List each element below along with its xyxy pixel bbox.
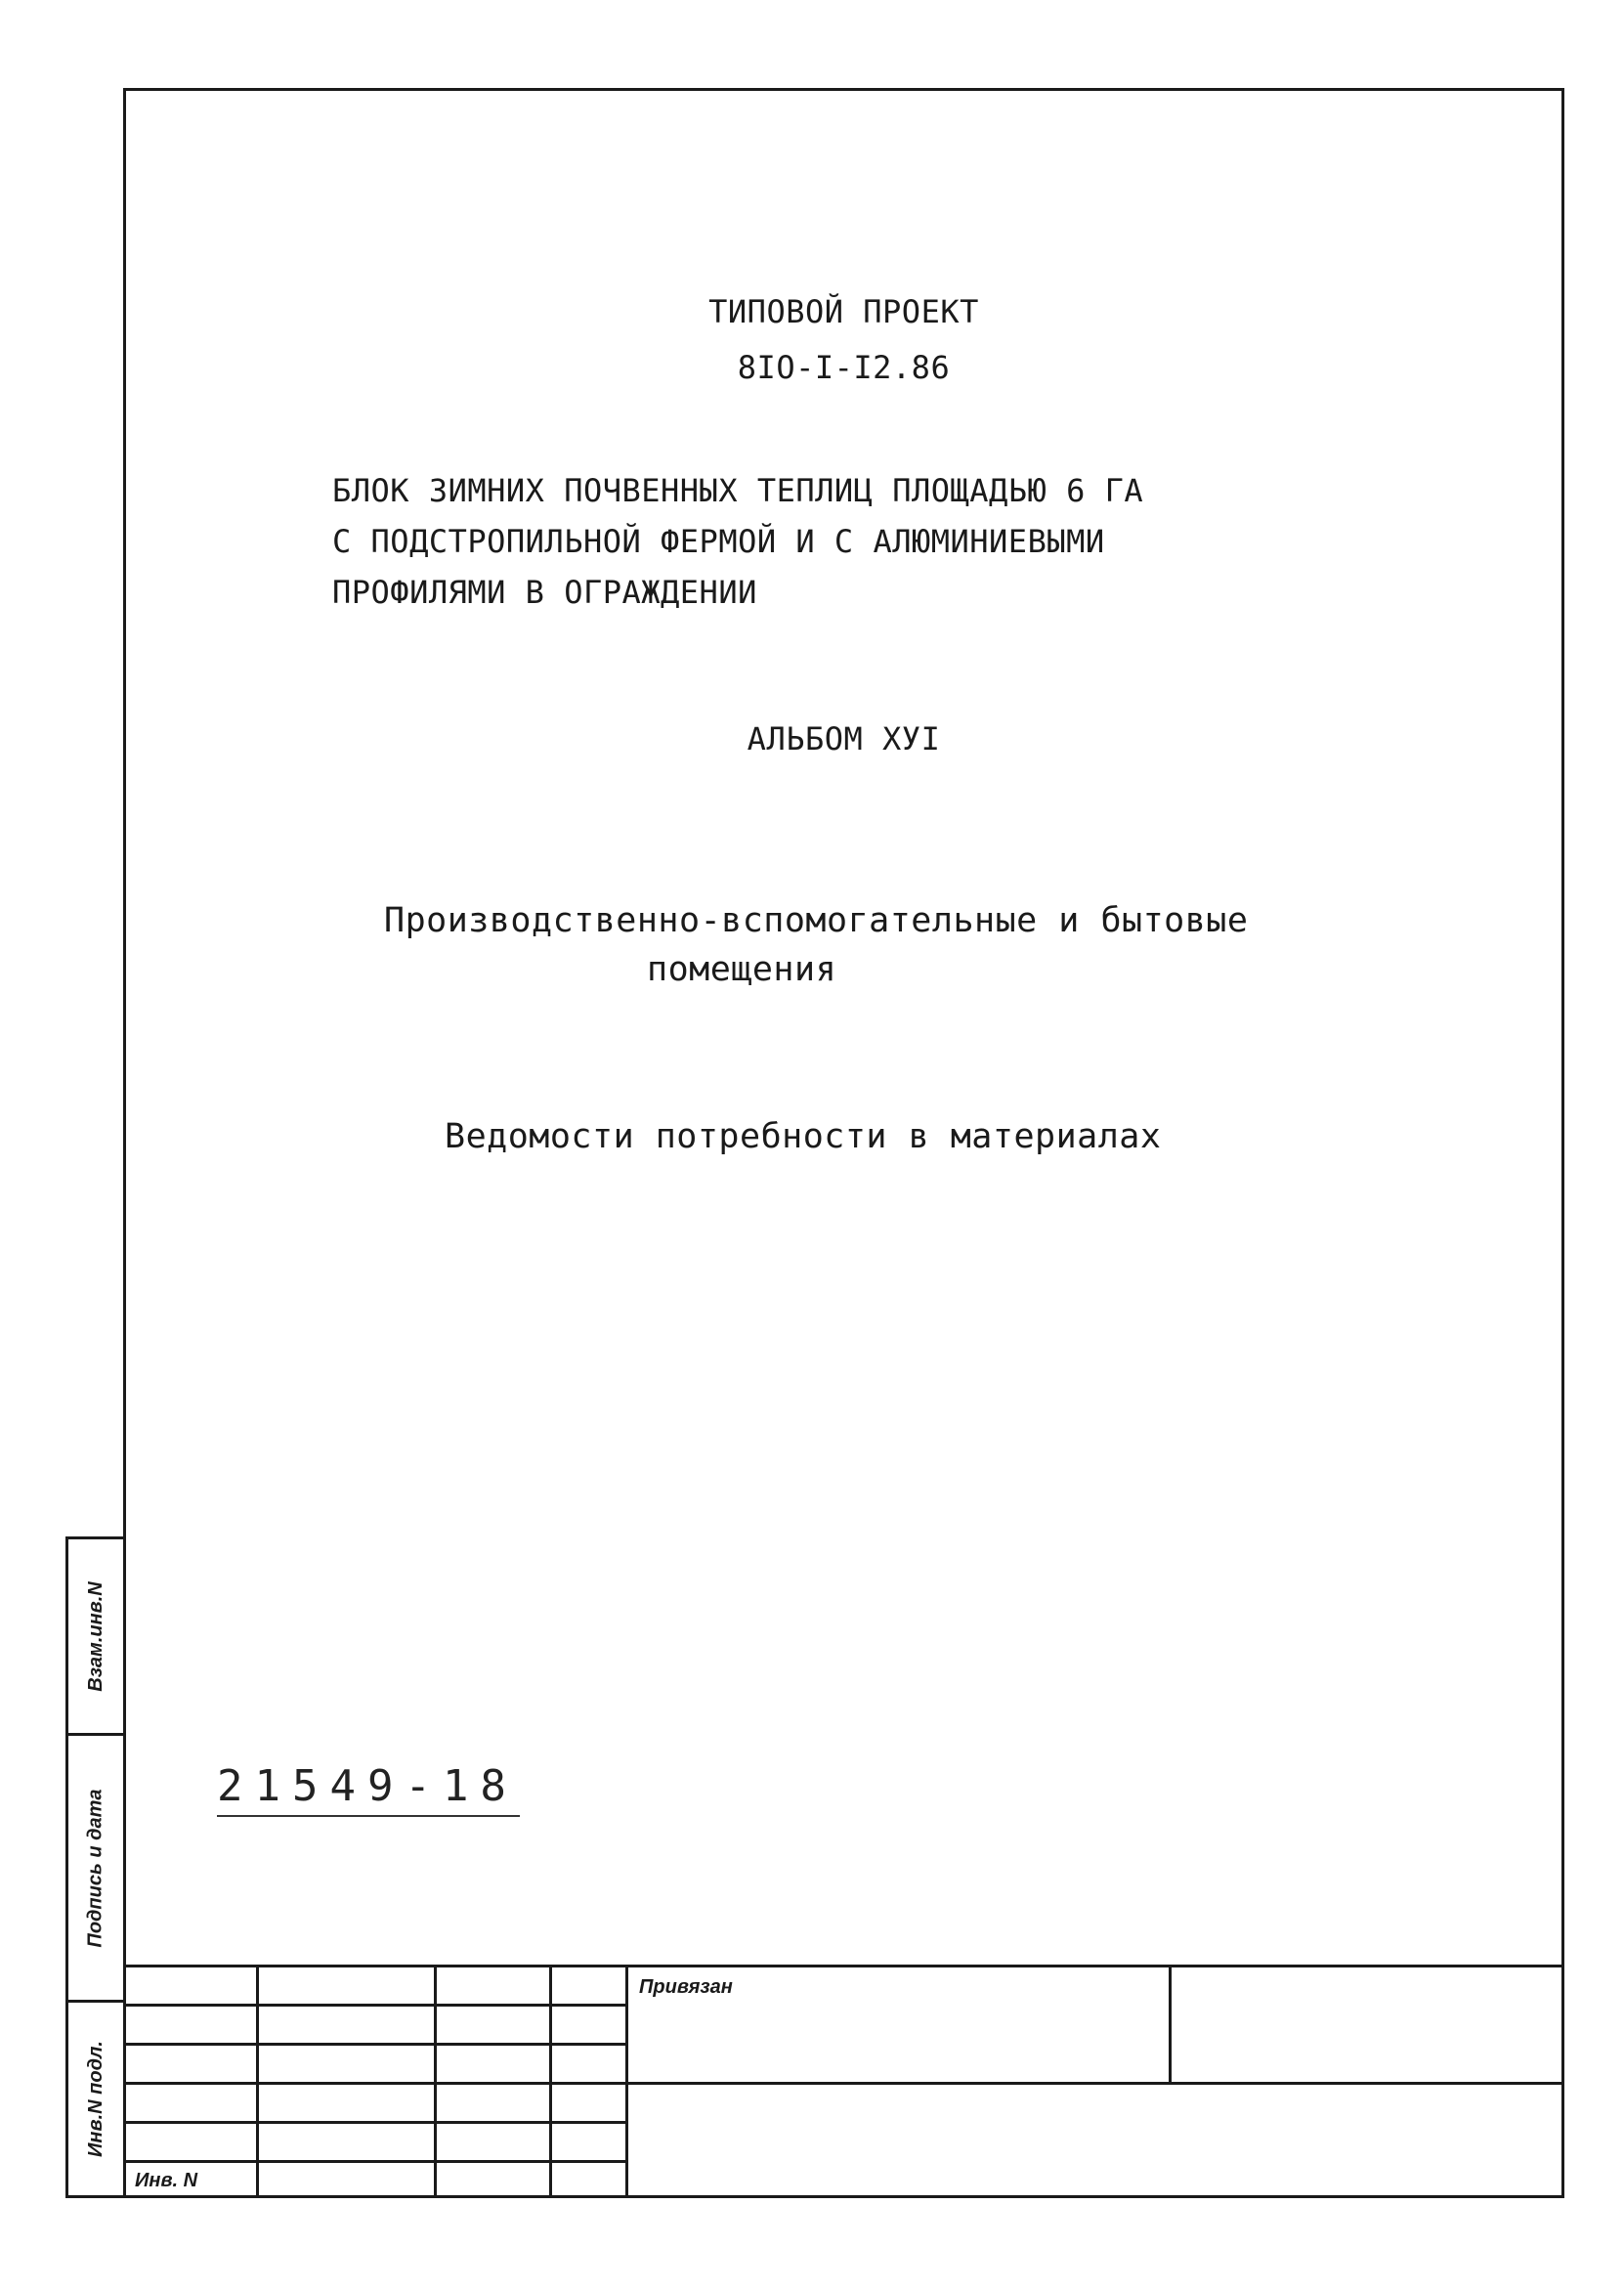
inv-n-label: Инв. N	[135, 2170, 198, 2191]
side-label-vzam: Взам.инв.N	[84, 1580, 107, 1692]
tb-row-2	[123, 2043, 625, 2046]
project-code: 8IO-I-I2.86	[737, 349, 951, 386]
side-cell-podpis	[65, 1733, 123, 2003]
subject-title: Ведомости потребности в материалах	[445, 1117, 1162, 1156]
album-number: АЛЬБОМ ХУI	[747, 720, 941, 757]
side-cell-vzam	[65, 1536, 123, 1736]
privyazan-label: Привязан	[639, 1976, 733, 1998]
tb-row-3	[123, 2082, 1564, 2085]
tb-col-5	[1169, 1965, 1172, 2082]
title-block	[123, 1965, 1564, 2198]
tb-top-line	[123, 1965, 1564, 1967]
title-line-1: БЛОК ЗИМНИХ ПОЧВЕННЫХ ТЕПЛИЦ ПЛОЩАДЬЮ 6 ГА	[332, 472, 1144, 509]
side-label-inv-podl: Инв.N подл.	[84, 2041, 107, 2157]
title-line-3: ПРОФИЛЯМИ В ОГРАЖДЕНИИ	[332, 574, 757, 611]
section-line-2: помещения	[647, 950, 837, 989]
tb-row-1	[123, 2004, 625, 2007]
side-label-podpis: Подпись и дата	[84, 1788, 107, 1948]
doc-type: ТИПОВОЙ ПРОЕКТ	[708, 293, 979, 330]
tb-row-4	[123, 2121, 625, 2124]
title-line-2: С ПОДСТРОПИЛЬНОЙ ФЕРМОЙ И С АЛЮМИНИЕВЫМИ	[332, 523, 1105, 560]
side-cell-inv-podl	[65, 2000, 123, 2198]
archive-number: 21549-18	[217, 1761, 520, 1817]
section-line-1: Производственно-вспомогательные и бытовые	[384, 901, 1249, 940]
tb-row-5	[123, 2160, 625, 2163]
